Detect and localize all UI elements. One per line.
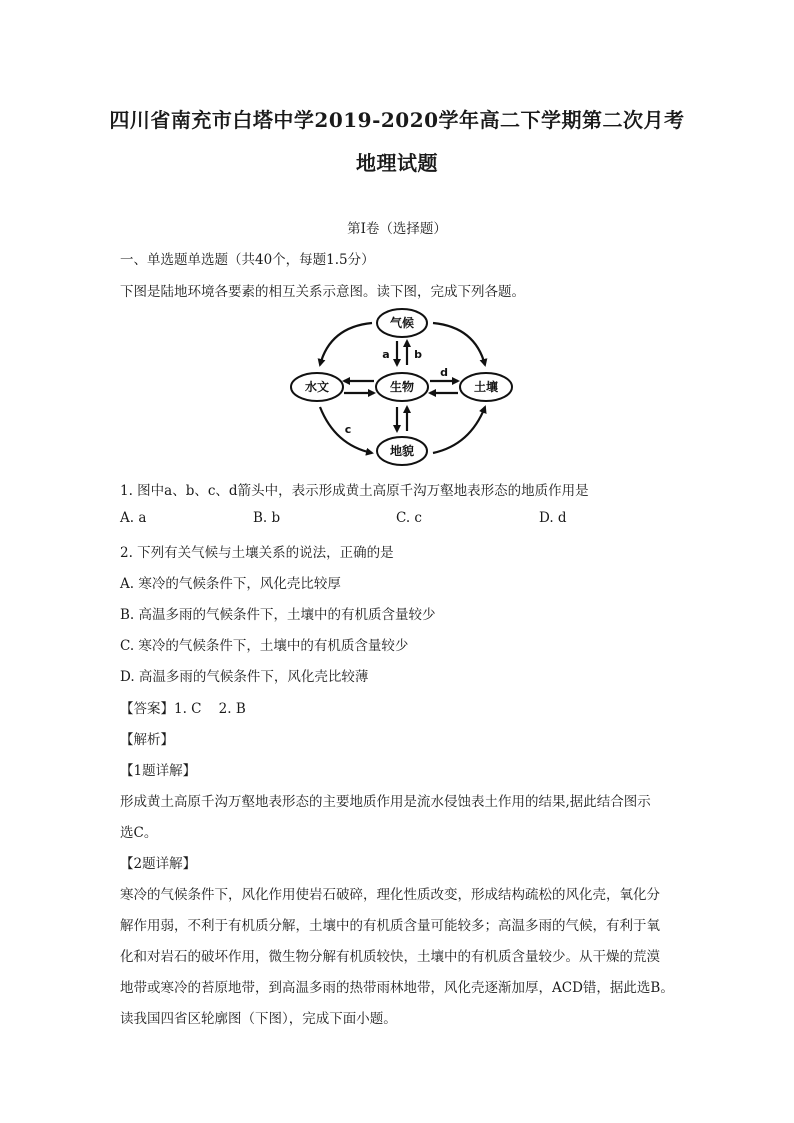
q2-stem: 2. 下列有关气候与土壤关系的说法，正确的是	[120, 545, 394, 561]
next-intro-text: 读我国四省区轮廓图（下图），完成下面小题。	[120, 1011, 397, 1027]
node-climate-label: 气候	[389, 316, 415, 330]
node-hydrology-label: 水文	[304, 380, 330, 394]
arrow-landform-to-soil	[433, 407, 485, 453]
node-soil-label: 土壤	[473, 380, 499, 394]
q2-analysis-line: 化和对岩石的破坏作用，微生物分解有机质较快，土壤中的有机质含量较少。从干燥的荒漠	[120, 949, 660, 965]
q1-analysis-heading: 【1题详解】	[120, 763, 197, 779]
analysis-heading: 【解析】	[120, 732, 174, 748]
q1-option-b: B. b	[253, 510, 281, 526]
volume-heading: 第Ⅰ卷（选择题）	[347, 221, 447, 237]
q2-option-a: A. 寒冷的气候条件下，风化壳比较厚	[120, 576, 341, 592]
q2-option-d: D. 高温多雨的气候条件下，风化壳比较薄	[120, 669, 369, 685]
q2-analysis-line: 解作用弱，不利于有机质分解，土壤中的有机质含量可能较多；高温多雨的气候，有利于氧	[120, 918, 660, 934]
part-title: 一、单选题单选题（共40个，每题1.5分）	[120, 252, 375, 268]
label-c: c	[344, 423, 352, 436]
page-subtitle: 地理试题	[356, 151, 438, 175]
q1-option-d: D. d	[539, 510, 567, 526]
q2-analysis-heading: 【2题详解】	[120, 856, 197, 872]
arrow-climate-to-soil	[433, 323, 485, 365]
q2-analysis-line: 寒冷的气候条件下，风化作用使岩石破碎，理化性质改变，形成结构疏松的风化壳，氧化分	[120, 887, 660, 903]
q2-option-b: B. 高温多雨的气候条件下，土壤中的有机质含量较少	[120, 607, 436, 623]
label-a: a	[382, 348, 390, 361]
environment-relationship-diagram	[290, 305, 515, 470]
q2-analysis-line: 地带或寒冷的苔原地带，到高温多雨的热带雨林地带，风化壳逐渐加厚，ACD错，据此选B。	[120, 980, 674, 996]
intro-text: 下图是陆地环境各要素的相互关系示意图。读下图，完成下列各题。	[120, 284, 525, 300]
arrow-climate-to-hydrology	[320, 323, 372, 365]
q1-analysis-line: 形成黄土高原千沟万壑地表形态的主要地质作用是流水侵蚀表土作用的结果,据此结合图示	[120, 794, 651, 810]
node-biology-label: 生物	[389, 380, 415, 394]
node-landform-label: 地貌	[389, 444, 415, 458]
q1-option-c: C. c	[396, 510, 422, 526]
label-b: b	[414, 348, 422, 361]
q1-stem: 1. 图中a、b、c、d箭头中，表示形成黄土高原千沟万壑地表形态的地质作用是	[120, 483, 589, 499]
label-d: d	[440, 366, 448, 379]
q1-analysis-line: 选C。	[120, 825, 158, 841]
q1-option-a: A. a	[120, 510, 147, 526]
q2-option-c: C. 寒冷的气候条件下，土壤中的有机质含量较少	[120, 638, 409, 654]
answer-line: 【答案】1. C 2. B	[120, 701, 246, 717]
page-title: 四川省南充市白塔中学2019-2020学年高二下学期第二次月考	[109, 108, 685, 132]
